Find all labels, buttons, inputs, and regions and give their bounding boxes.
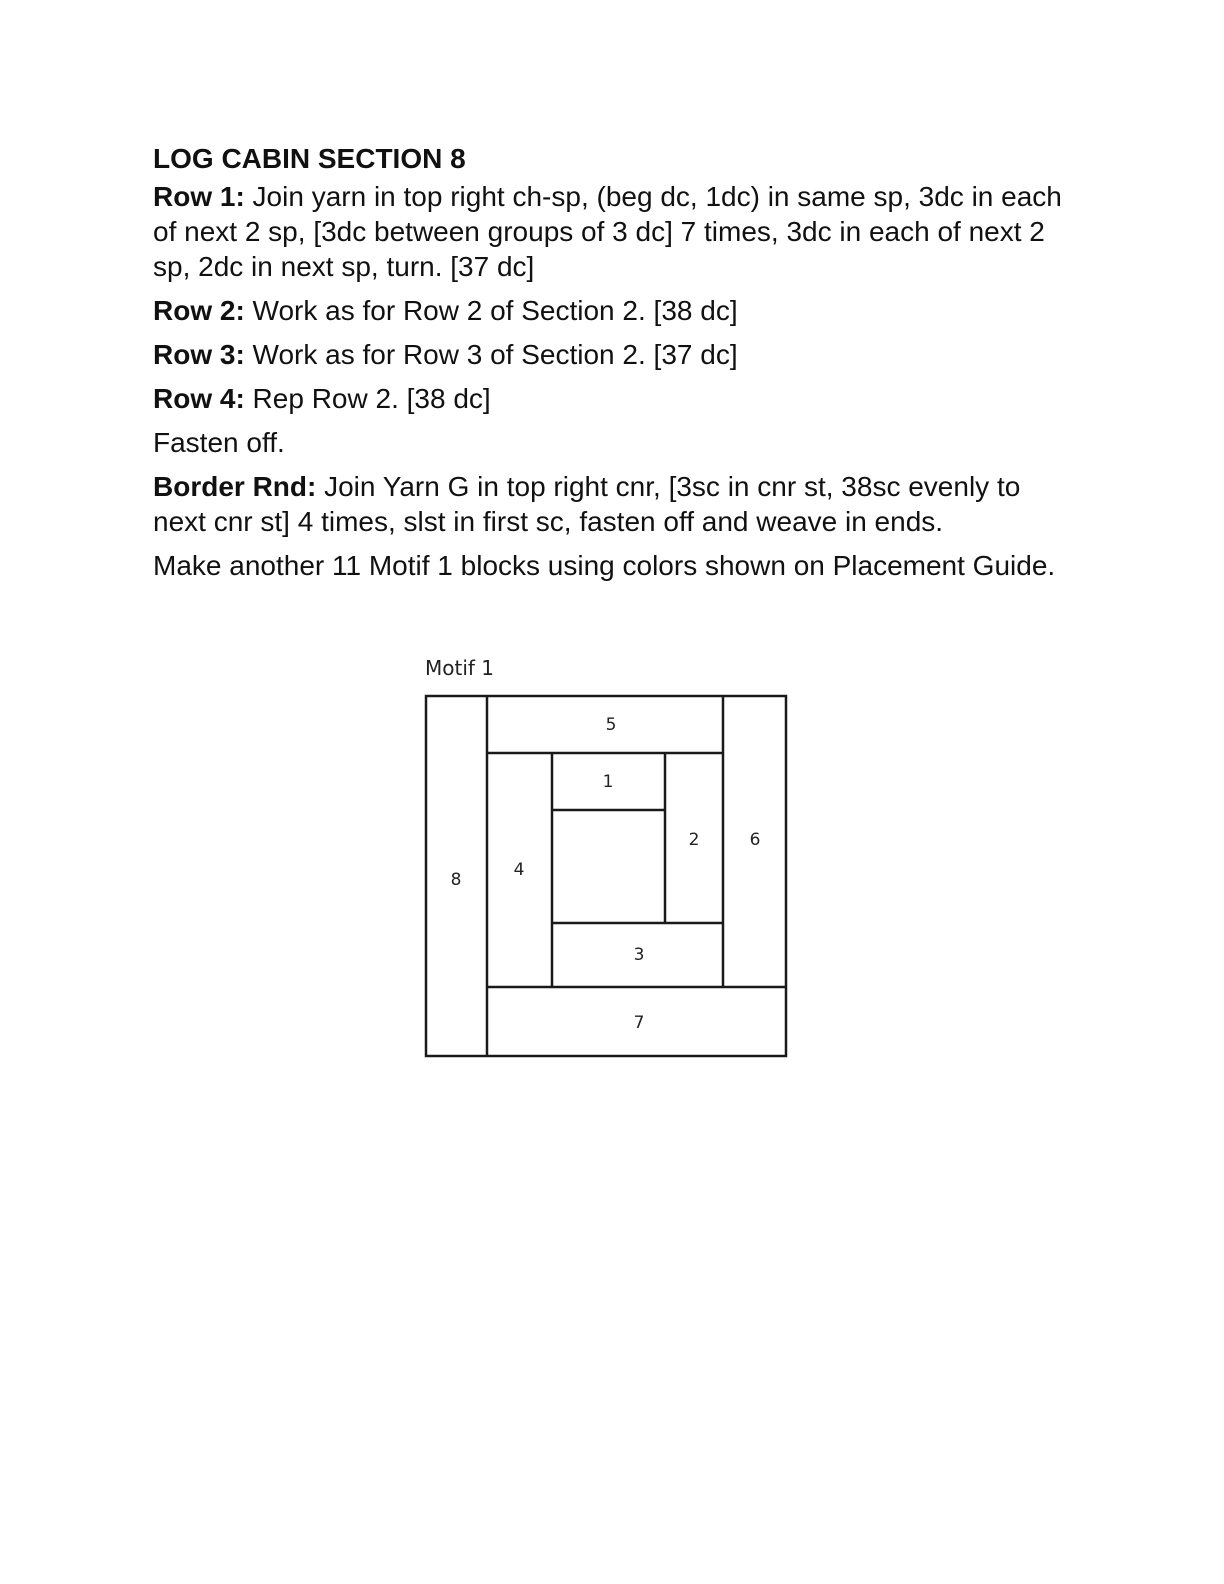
motif-diagram	[420, 652, 800, 1072]
outer-border	[426, 696, 786, 1056]
panel-1-label: 1	[602, 772, 614, 792]
panel-5-label: 5	[605, 715, 617, 735]
border-round-text: Join Yarn G in top right cnr, [3sc in cnr st, 38sc evenly to next cnr st] 4 times, slst in first sc, fasten off and weave in ends.	[153, 471, 1021, 537]
row-3-label: Row 3:	[153, 339, 245, 370]
row-3-text: Work as for Row 3 of Section 2. [37 dc]	[244, 339, 738, 370]
panel-4-label: 4	[513, 860, 525, 880]
fasten-off-text: Fasten off.	[153, 427, 285, 458]
border-round-label: Border Rnd:	[153, 471, 317, 502]
section-title: LOG CABIN SECTION 8	[153, 143, 466, 174]
row-4-label: Row 4:	[153, 383, 245, 414]
log-cabin-diagram-svg	[420, 652, 800, 1072]
row-1-text: Join yarn in top right ch-sp, (beg dc, 1dc) in same sp, 3dc in each of next 2 sp, [3dc between groups of 3 dc] 7 times, 3dc in each of next 2 sp, 2dc in next sp, turn. [37 dc]	[153, 181, 1062, 282]
closing-note: Make another 11 Motif 1 blocks using colors shown on Placement Guide.	[153, 550, 1056, 581]
panel-8-label: 8	[450, 870, 462, 890]
diagram-title: Motif 1	[425, 656, 495, 680]
panel-3-label: 3	[633, 945, 645, 965]
row-4-text: Rep Row 2. [38 dc]	[244, 383, 491, 414]
row-2-label: Row 2:	[153, 295, 245, 326]
pattern-text	[153, 141, 1063, 592]
row-2-instruction	[153, 293, 1063, 328]
row-4-instruction	[153, 381, 1063, 416]
row-1-label: Row 1:	[153, 181, 245, 212]
panel-2-label: 2	[688, 830, 700, 850]
row-3-instruction	[153, 337, 1063, 372]
panel-7-label: 7	[633, 1013, 645, 1033]
border-round-instruction	[153, 469, 1063, 539]
panel-6-label: 6	[749, 830, 761, 850]
row-2-text: Work as for Row 2 of Section 2. [38 dc]	[244, 295, 738, 326]
row-1-instruction	[153, 179, 1063, 284]
